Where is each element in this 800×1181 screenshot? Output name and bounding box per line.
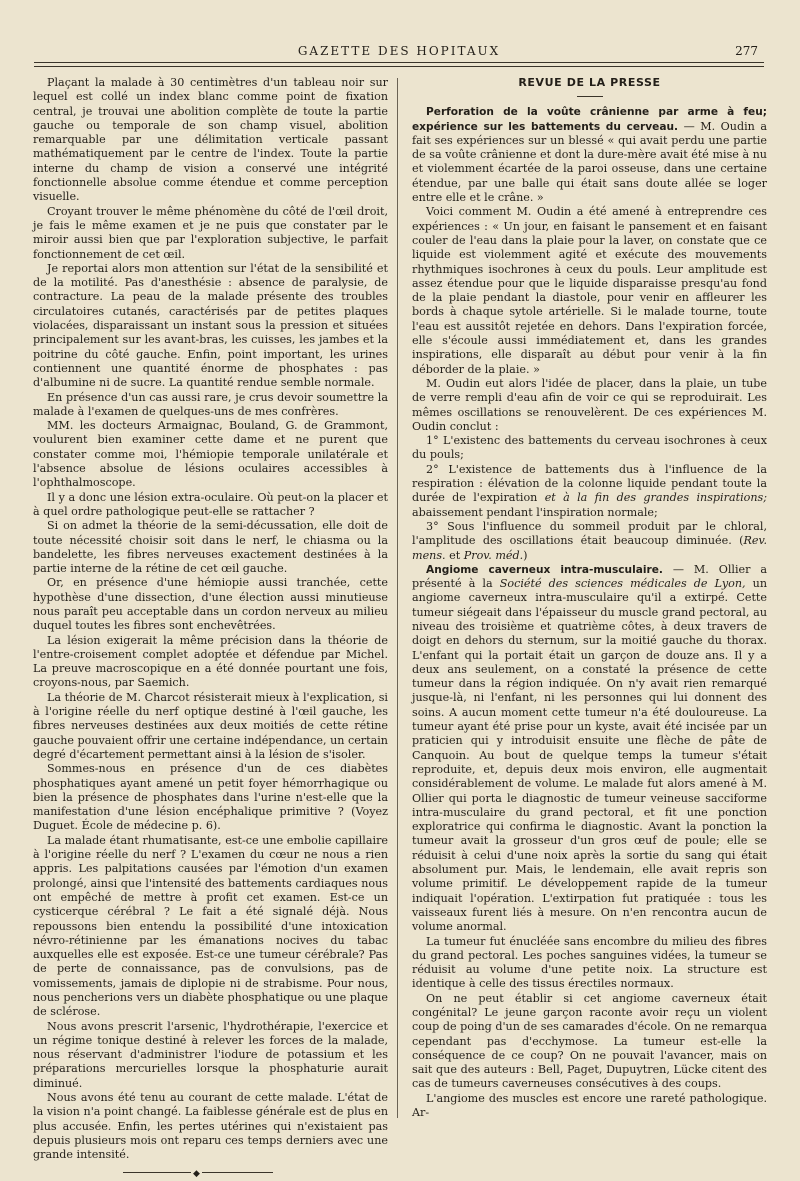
paragraph: Nous avons prescrit l'arsenic, l'hydrothérapie, l'exercice et un régime tonique destiné à relever les forces de la malade, nous réservant d'administrer l'iodure de potassium et les préparations mercurielles lorsque la phosphaturie aurait diminué. [33, 1019, 388, 1090]
paragraph: Il y a donc une lésion extra-oculaire. Où peut-on la placer et à quel ordre pathologique peut-elle se rattacher ? [33, 490, 388, 518]
paragraph: Or, en présence d'une hémiopie aussi tranchée, cette hypothèse d'une dissection, d'une élection aussi minutieuse nous paraît peu acceptable dans un cordon nerveux au milieu duquel toutes les fibres sont enchevêtrées. [33, 576, 388, 633]
right-column [412, 76, 767, 1120]
paragraph: Si on admet la théorie de la semi-décussation, elle doit de toute nécessité choisir soit dans le nerf, le chiasma ou la bandelette, les fibres nerveuses exactement destinées à la partie interne de la rétine de cet œil gauche. [33, 519, 388, 576]
text: et [445, 548, 464, 562]
article-perforation [412, 105, 767, 205]
article-angiome [412, 563, 767, 935]
paragraph: Je reportai alors mon attention sur l'état de la sensibilité et de la motilité. Pas d'anesthésie : absence de paralysie, de contracture. La peau de la malade présente des troubles circulatoires cutanés, caractérisés par de petites plaques violacées, disparaissant un instant sous la pression et situées principalement sur les avant-bras, les cuisses, les jambes et la poitrine du côté gauche. Enfin, point important, les urines contiennent une quantité énorme de phosphates : pas d'albumine ni de sucre. La quantité rendue semble normale. [33, 261, 388, 390]
page-number: 277 [735, 44, 758, 58]
paragraph: La malade étant rhumatisante, est-ce une embolie capillaire à l'origine réelle du nerf ? L'examen du cœur ne nous a rien appris. Les palpitations causées par l'émotion d'un examen prolongé, ainsi que l'intensité des battements cardiaques nous ont empêché de mettre à profit cet examen. Est-ce un cysticerque cérébral ? Le fait a été signalé déjà. Nous repoussons bien entendu la possibilité d'une intoxication névro-rétinienne par les émanations nocives du tabac auxquelles elle est exposée. Est-ce une tumeur cérébrale? Pas de perte de connaissance, pas de convulsions, pas de vomissements, jamais de diplopie ni de strabisme. Pour nous, nous pencherions vers un diabète phosphatique ou une plaque de sclérose. [33, 833, 388, 1019]
paragraph: La tumeur fut énucléée sans encombre du milieu des fibres du grand pectoral. Les poches sanguines vidées, la tumeur se réduisit au volume d'une petite noix. La structure est identique à celle des tissus érectiles normaux. [412, 934, 767, 991]
article-text: un angiome caverneux intra-musculaire qu'il a extirpé. Cette tumeur siégeait dans l'épaisseur du muscle grand pectoral, au niveau des troisième et quatrième côtes, à deux travers de doigt en dehors du sternum, sur la moitié gauche du thorax. L'enfant qui la portait était un garçon de douze ans. Il y a deux ans seulement, on a constaté la présence de cette tumeur dans la région indiquée. On n'y avait rien remarqué jusque-là, ni l'enfant, ni les personnes qui lui donnent des soins. A aucun moment cette tumeur n'a été douloureuse. La tumeur ayant été prise pour un kyste, avait été incisée par un praticien qui y introduisit ensuite une flèche de pâte de Canquoin. Au bout de quelque temps la tumeur s'était reproduite, et, depuis deux mois environ, elle augmentait considérablement de volume. Le malade fut alors amené à M. Ollier qui porta le diagnostic de tumeur veineuse sacciforme intra-musculaire du grand pectoral, et fit une ponction exploratrice qui confirma le diagnostic. Avant la ponction la tumeur avait la grosseur d'un gros œuf de poule; elle se réduisit à celui d'une noix après la sortie du sang qui était absolument pur. Mais, le lendemain, elle avait repris son volume primitif. Le développement rapide de la tumeur indiquait l'opération. L'extirpation fut pratiquée : tous les vaisseaux furent liés à mesure. On n'en rencontra aucun de volume anormal. [412, 577, 767, 934]
citation: Prov. méd. [463, 548, 524, 562]
section-rule [577, 96, 603, 97]
paragraph: En présence d'un cas aussi rare, je crus devoir soumettre la malade à l'examen de quelques-uns de mes confrères. [33, 390, 388, 418]
end-ornament: ◆ [123, 1172, 273, 1179]
paragraph: M. Oudin eut alors l'idée de placer, dans la plaie, un tube de verre rempli d'eau afin de voir ce qui se reproduirait. Les mêmes oscillations se renouvelèrent. De ces expériences M. Oudin conclut : [412, 376, 767, 433]
article-text: — M. Oudin a fait ses expériences sur un blessé « qui avait perdu une partie de sa voûte crânienne et dont la dure-mère avait été mise à nu et violemment écartée de la paroi osseuse, dans une certaine étendue, par une balle qui était sans doute allée se loger entre elle et le crâne. » [412, 119, 767, 205]
paragraph: La lésion exigerait la même précision dans la théorie de l'entre-croisement complet adoptée et défendue par Michel. La preuve macroscopique en a été donnée pourtant une fois, croyons-nous, par Saemich. [33, 633, 388, 690]
section-title: REVUE DE LA PRESSE [518, 76, 661, 89]
paragraph: MM. les docteurs Armaignac, Bouland, G. de Grammont, voulurent bien examiner cette dame et ne purent que constater comme moi, l'hémiopie temporale unilatérale et l'absence absolue de lésions oculaires accessibles à l'ophthalmoscope. [33, 419, 388, 490]
paragraph: Croyant trouver le même phénomène du côté de l'œil droit, je fais le même examen et je ne puis que constater par le miroir aussi bien que par l'exploration subjective, le parfait fonctionnement de cet œil. [33, 204, 388, 261]
paragraph: Sommes-nous en présence d'un de ces diabètes phosphatiques ayant amené un petit foyer hémorrhagique ou bien la présence de phosphates dans l'urine n'est-elle que la manifestation d'une lésion encéphalique primitive ? (Voyez Duguet. École de médecine p. 6). [33, 762, 388, 833]
paragraph: L'angiome des muscles est encore une rareté pathologique. Ar- [412, 1091, 767, 1120]
text: 2° L'existence de battements dus à l'influence de la respiration : élévation de la colonne liquide pendant toute la durée de l'expiration [412, 462, 767, 505]
paragraph: Voici comment M. Oudin a été amené à entreprendre ces expériences : « Un jour, en faisant le pansement et en faisant couler de l'eau dans la plaie pour la laver, on constate que ce liquide est violemment agité et exécute des mouvements rhythmiques isochrones à ceux du pouls. Leur amplitude est assez étendue pour que le liquide disparaisse presqu'au fond de la plaie pendant la diastole, pour venir en affleurer les bords à chaque sytole artérielle. Si le malade tourne, toute l'eau est aussitôt rejetée en dehors. Dans l'expiration forcée, elle s'écoule aussi immédiatement et, dans les grandes inspirations, elle disparaît au début pour venir à la fin déborder de la plaie. » [412, 205, 767, 376]
article-heading: Angiome caverneux intra-musculaire. [426, 563, 663, 576]
header-rule [34, 62, 764, 63]
text: 3° Sous l'influence du sommeil produit par le chloral, l'amplitude des oscillations était beaucoup diminuée. ( [412, 519, 767, 548]
article-heading: Perforation de la voûte crânienne par arme à feu; expérience sur les battements du cerveau. [412, 106, 767, 133]
paragraph: La théorie de M. Charcot résisterait mieux à l'explication, si à l'origine réelle du nerf optique destiné à l'œil gauche, les fibres nerveuses destinées aux deux moitiés de cette rétine gauche pouvaient offrir une certaine indépendance, un certain degré d'écartement permettant ainsi à la lésion de s'isoler. [33, 690, 388, 761]
paragraph: Nous avons été tenu au courant de cette malade. L'état de la vision n'a point changé. La faiblesse générale est de plus en plus accusée. Enfin, les pertes utérines qui n'existaient pas depuis plusieurs mois ont reparu ces temps derniers avec une grande intensité. [33, 1091, 388, 1162]
header-rule-double [34, 66, 764, 67]
paragraph [412, 463, 767, 520]
society-name: Société des sciences médicales de Lyon, [499, 577, 746, 591]
running-title: GAZETTE DES HOPITAUX [297, 44, 501, 58]
paragraph: On ne peut établir si cet angiome caverneux était congénital? Le jeune garçon raconte avoir reçu un violent coup de poing d'un de ses camarades d'école. On ne remarqua cependant pas d'ecchymose. La tumeur est-elle la conséquence de ce coup? On ne pouvait l'avancer, mais on sait que des auteurs : Bell, Paget, Dupuytren, Lücke citent des cas de tumeurs caverneuses consécutives à des coups. [412, 991, 767, 1091]
paragraph: 1° L'existenc des battements du cerveau isochrones à ceux du pouls; [412, 434, 767, 462]
column-divider [397, 78, 398, 1118]
text: abaissement pendant l'inspiration normale; [412, 505, 658, 519]
left-column [33, 76, 388, 1179]
text: ) [523, 548, 528, 562]
paragraph: Plaçant la malade à 30 centimètres d'un tableau noir sur lequel est collé un index blanc comme point de fixation central, je trouvai une abolition complète de toute la partie gauche ou temporale de son champ visuel, abolition remarquable par une délimitation verticale passant mathématiquement par le centre de l'index. Toute la partie interne du champ de vision a conservé une intégrité fonctionnelle absolue comme étendue et comme perception visuelle. [33, 76, 388, 204]
article-text: — M. Ollier a présenté à la [412, 562, 767, 591]
citation: Rev. mens. [412, 534, 767, 562]
page-header [34, 44, 764, 64]
paragraph [412, 520, 767, 563]
italic-text: et à la fin des grandes inspirations; [544, 491, 767, 505]
